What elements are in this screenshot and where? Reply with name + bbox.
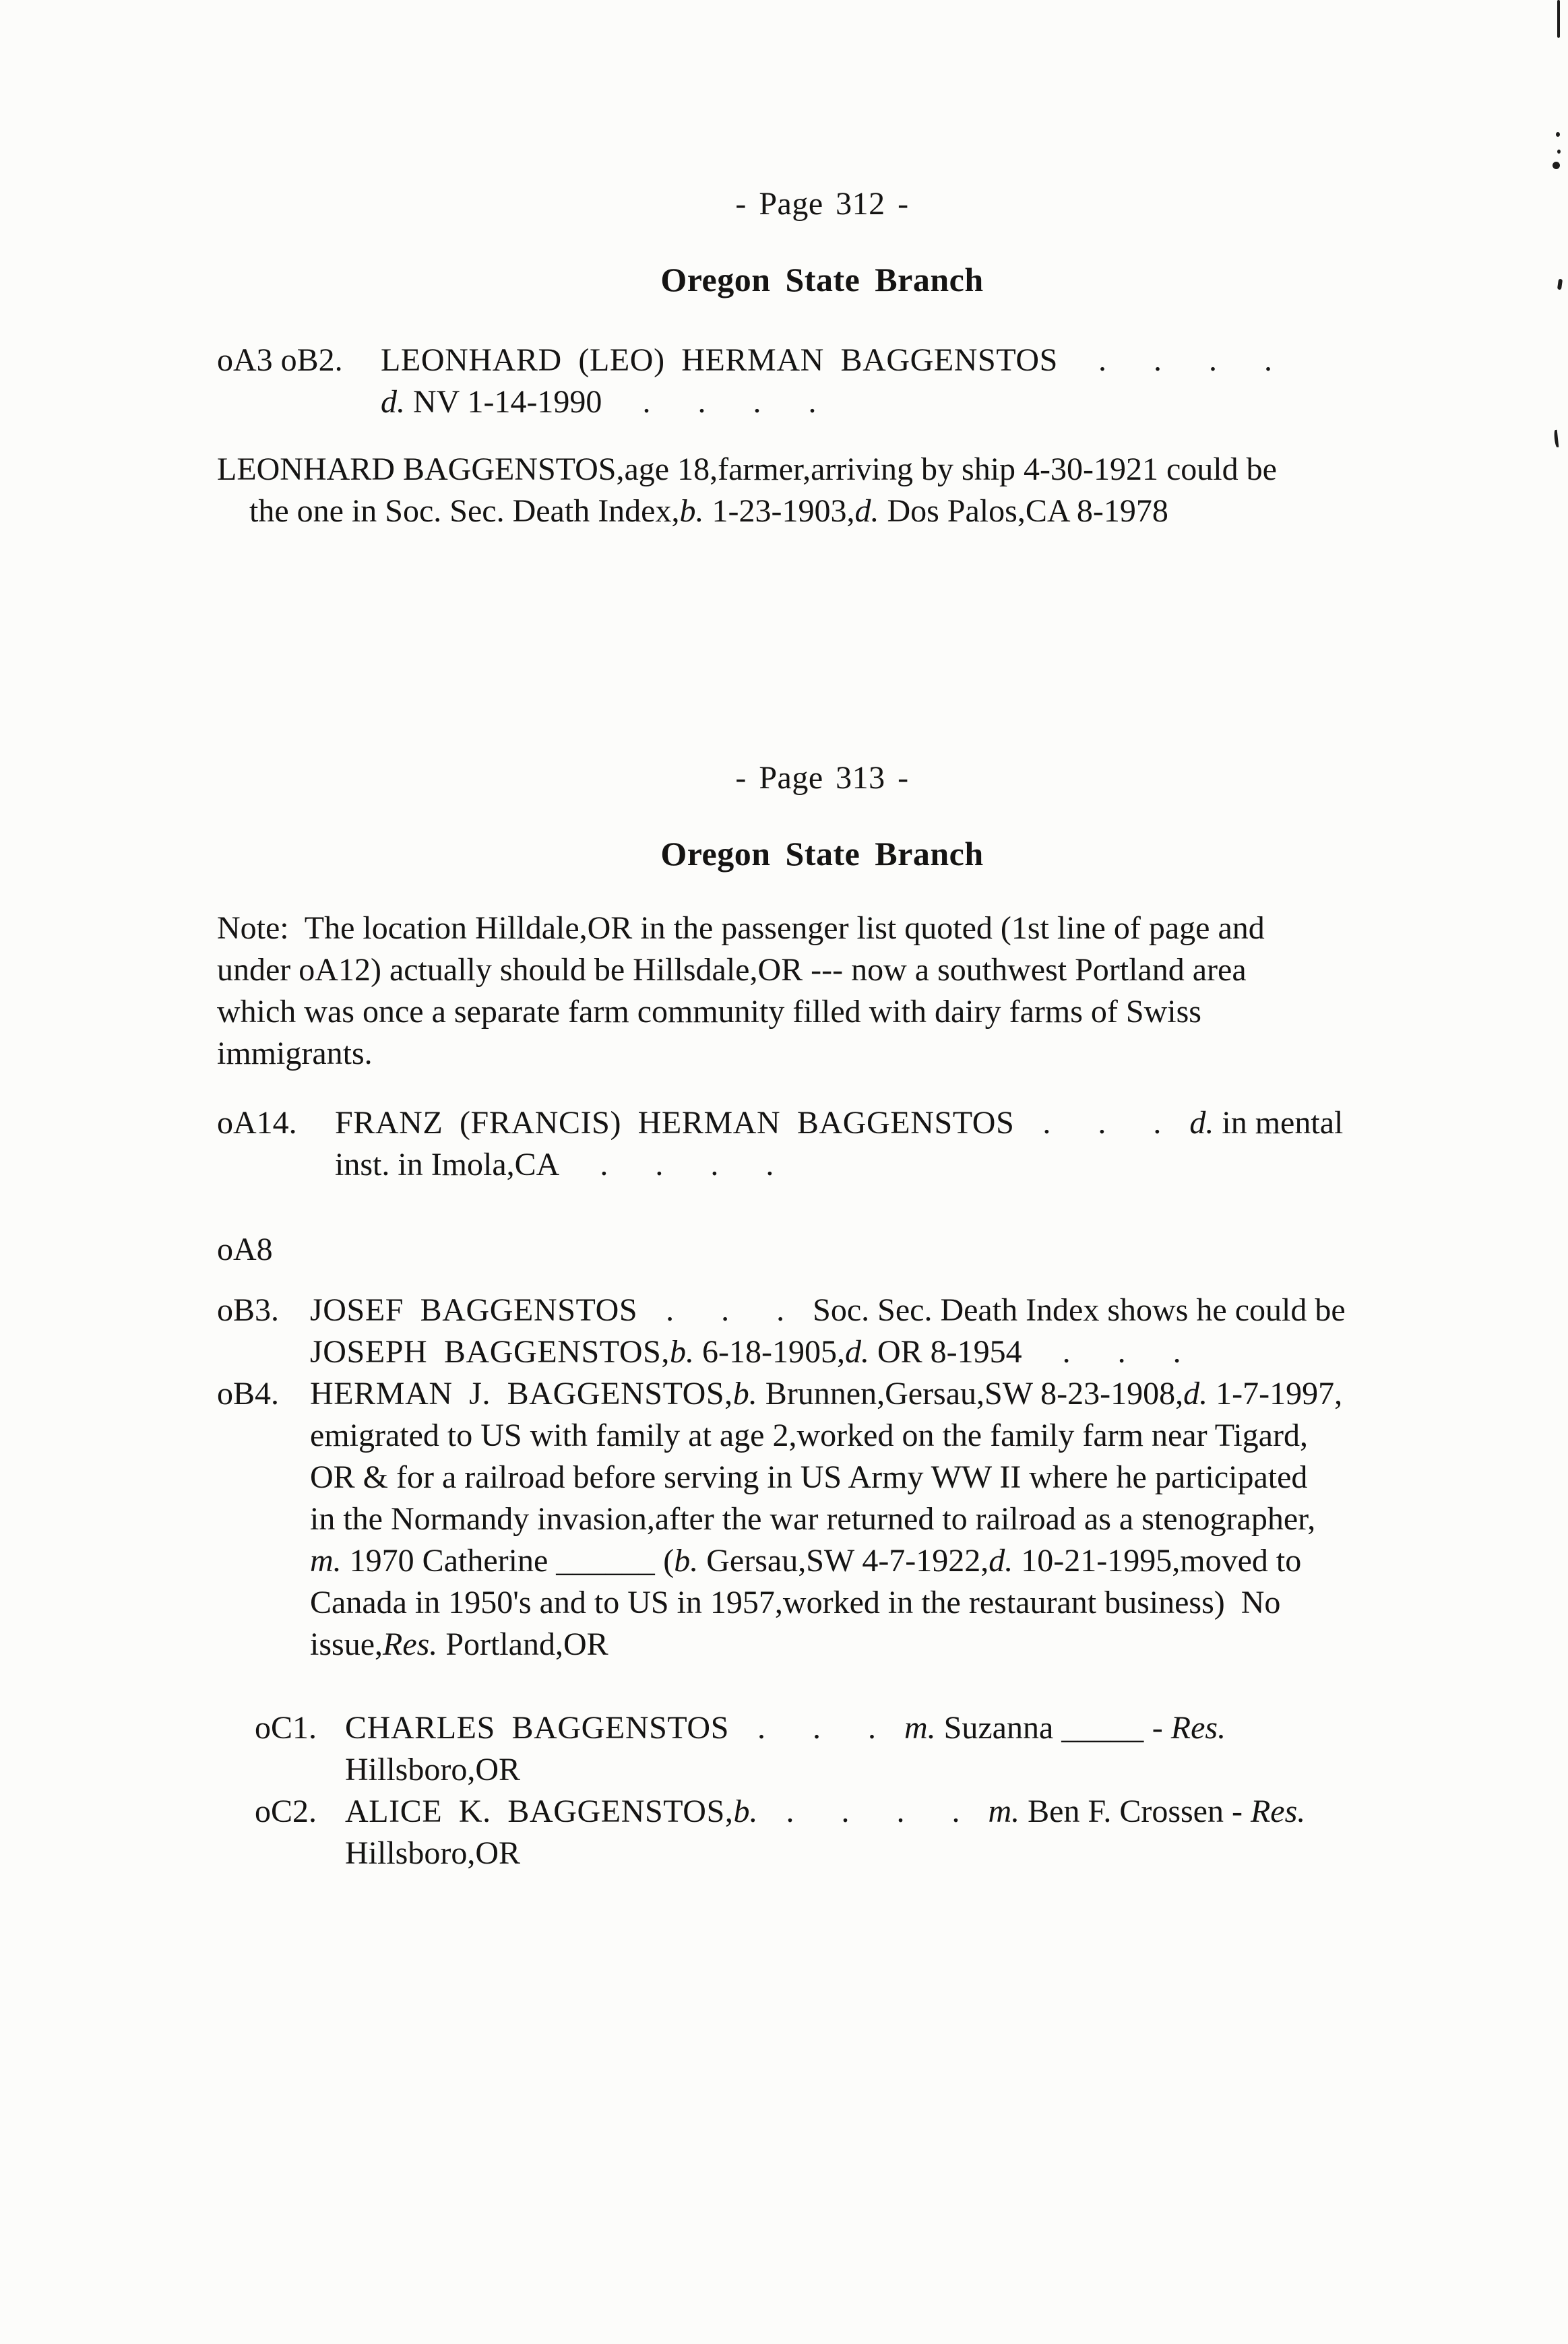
entry-oC1-label: oC1. xyxy=(255,1710,317,1746)
abbrev-residence: Res. xyxy=(1250,1794,1306,1829)
entry-oB4-spouse-birth: Gersau,SW 4-7-1922, xyxy=(698,1543,989,1579)
entry-oA3-label: oA3 oB2. xyxy=(217,342,343,378)
scan-artifact xyxy=(1556,132,1560,137)
dot-leader: . . . . xyxy=(1098,342,1272,378)
entry-oB4 xyxy=(217,1373,1342,1666)
ship-note-line2 xyxy=(217,490,1277,532)
entry-oA3-line2 xyxy=(217,381,1272,423)
abbrev-residence: Res. xyxy=(383,1626,438,1662)
abbrev-born: b. xyxy=(733,1794,758,1829)
entry-oC2 xyxy=(255,1791,1305,1874)
abbrev-residence: Res. xyxy=(1170,1710,1226,1746)
page-313-label: - Page 313 - xyxy=(735,760,909,796)
blank-line: ______ xyxy=(556,1543,656,1579)
entry-oA8-label: oA8 xyxy=(217,1232,273,1267)
entry-oB4-residence: Portland,OR xyxy=(437,1626,608,1662)
dot-leader: . . . xyxy=(666,1292,785,1328)
entry-oB4-birth: Brunnen,Gersau,SW 8-23-1908, xyxy=(757,1376,1184,1412)
entry-oB3-birthdate: 6-18-1905, xyxy=(694,1334,845,1370)
entry-oB3-label: oB3. xyxy=(217,1292,280,1328)
entry-oB4-label: oB4. xyxy=(217,1376,280,1412)
entry-oB4-line4: in the Normandy invasion,after the war returned to railroad as a stenographer, xyxy=(310,1501,1316,1537)
dot-leader: . . . xyxy=(1062,1334,1181,1370)
scan-artifact xyxy=(1557,0,1560,38)
note-line4: immigrants. xyxy=(217,1036,373,1071)
ship-note-line1: LEONHARD BAGGENSTOS,age 18,farmer,arriving by ship 4-30-1921 could be xyxy=(217,451,1277,487)
entry-oB4-line6: Canada in 1950's and to US in 1957,worked in the restaurant business) No xyxy=(310,1585,1281,1620)
scan-artifact xyxy=(1553,162,1560,169)
entry-oC2-line1 xyxy=(255,1791,1305,1833)
abbrev-married: m. xyxy=(904,1710,936,1746)
hillsdale-note xyxy=(217,908,1265,1075)
ship-note-line2-text: the one in Soc. Sec. Death Index, xyxy=(249,493,680,529)
entry-oC2-spouse: Ben F. Crossen - xyxy=(1020,1794,1251,1829)
abbrev-died: d. xyxy=(1183,1376,1208,1412)
note-line2: under oA12) actually should be Hillsdale,OR --- now a southwest Portland area xyxy=(217,952,1247,988)
entry-oA14-name: FRANZ (FRANCIS) HERMAN BAGGENSTOS xyxy=(335,1105,1015,1141)
dot-leader: . . . xyxy=(757,1710,876,1746)
abbrev-died: d. xyxy=(854,493,879,529)
dot-leader: . . . xyxy=(1042,1105,1162,1141)
entry-oA14-label: oA14. xyxy=(217,1105,297,1141)
dot-leader: . . . . xyxy=(786,1794,960,1829)
abbrev-born: b. xyxy=(732,1376,757,1412)
entry-oB3-altname: JOSEPH BAGGENSTOS, xyxy=(310,1334,670,1370)
entry-oB4-paren: ( xyxy=(655,1543,675,1579)
entry-oA3-line1 xyxy=(217,340,1272,381)
entry-oA14 xyxy=(217,1102,1343,1186)
abbrev-born: b. xyxy=(674,1543,699,1579)
abbrev-died: d. xyxy=(381,384,405,420)
entry-oB4-spouse: 1970 Catherine xyxy=(341,1543,557,1579)
abbrev-died: d. xyxy=(845,1334,869,1370)
scan-artifact xyxy=(1554,430,1559,447)
entry-oB3-deathdate: OR 8-1954 xyxy=(869,1334,1022,1370)
entry-oC2-name: ALICE K. BAGGENSTOS, xyxy=(345,1794,734,1829)
entry-oA3-name: LEONHARD (LEO) HERMAN BAGGENSTOS xyxy=(381,342,1058,378)
entry-oA14-line2 xyxy=(217,1144,1343,1186)
entry-oB4-line7 xyxy=(217,1624,1342,1666)
entry-oC1-name: CHARLES BAGGENSTOS xyxy=(345,1710,729,1746)
entry-oB3 xyxy=(217,1290,1346,1373)
ship-note-deathplace: Dos Palos,CA 8-1978 xyxy=(879,493,1168,529)
abbrev-born: b. xyxy=(670,1334,695,1370)
abbrev-died: d. xyxy=(1189,1105,1214,1141)
entry-oC2-label: oC2. xyxy=(255,1794,317,1829)
abbrev-married: m. xyxy=(988,1794,1020,1829)
page-312-section-title: Oregon State Branch xyxy=(660,261,984,298)
abbrev-married: m. xyxy=(310,1543,342,1579)
entry-oB3-name: JOSEF BAGGENSTOS xyxy=(310,1292,638,1328)
scan-artifact xyxy=(1557,150,1561,154)
entry-oB4-name: HERMAN J. BAGGENSTOS, xyxy=(310,1376,733,1412)
entry-oC1-spouse: Suzanna xyxy=(935,1710,1062,1746)
abbrev-born: b. xyxy=(679,493,704,529)
entry-oC2-line2: Hillsboro,OR xyxy=(345,1835,521,1871)
entry-oC1-dash: - xyxy=(1143,1710,1171,1746)
ship-arrival-note xyxy=(217,449,1277,532)
entry-oB3-line1 xyxy=(217,1290,1346,1331)
page-313-section-title: Oregon State Branch xyxy=(660,835,984,873)
entry-oC1 xyxy=(255,1707,1226,1791)
entry-oB4-line3: OR & for a railroad before serving in US Army WW II where he participated xyxy=(310,1459,1308,1495)
entry-oA14-line1 xyxy=(217,1102,1343,1144)
abbrev-died: d. xyxy=(989,1543,1013,1579)
note-line1: Note: The location Hilldale,OR in the passenger list quoted (1st line of page and xyxy=(217,910,1265,946)
page-312-label: - Page 312 - xyxy=(735,186,909,222)
entry-oA3-oB2 xyxy=(217,340,1272,423)
entry-oA3-death: NV 1-14-1990 xyxy=(405,384,602,420)
entry-oB4-line1 xyxy=(217,1373,1342,1415)
entry-oB4-line5 xyxy=(217,1540,1342,1582)
entry-oB4-spouse-death: 10-21-1995,moved to xyxy=(1013,1543,1302,1579)
entry-oB3-line2 xyxy=(217,1331,1346,1373)
dot-leader: . . . . xyxy=(600,1147,774,1182)
entry-oA14-death: in mental xyxy=(1214,1105,1344,1141)
ship-note-birthdate: 1-23-1903, xyxy=(703,493,855,529)
entry-oC1-line2: Hillsboro,OR xyxy=(345,1752,521,1787)
note-line3: which was once a separate farm community filled with dairy farms of Swiss xyxy=(217,994,1201,1030)
blank-line: _____ xyxy=(1061,1710,1144,1746)
entry-oB3-note: Soc. Sec. Death Index shows he could be xyxy=(813,1292,1346,1328)
entry-oC1-line1 xyxy=(255,1707,1226,1749)
dot-leader: . . . . xyxy=(642,384,817,420)
entry-oB4-death: 1-7-1997, xyxy=(1208,1376,1343,1412)
entry-oA14-death2: inst. in Imola,CA xyxy=(335,1147,560,1182)
entry-oB4-issue: issue, xyxy=(310,1626,383,1662)
entry-oB4-line2: emigrated to US with family at age 2,worked on the family farm near Tigard, xyxy=(310,1418,1308,1453)
